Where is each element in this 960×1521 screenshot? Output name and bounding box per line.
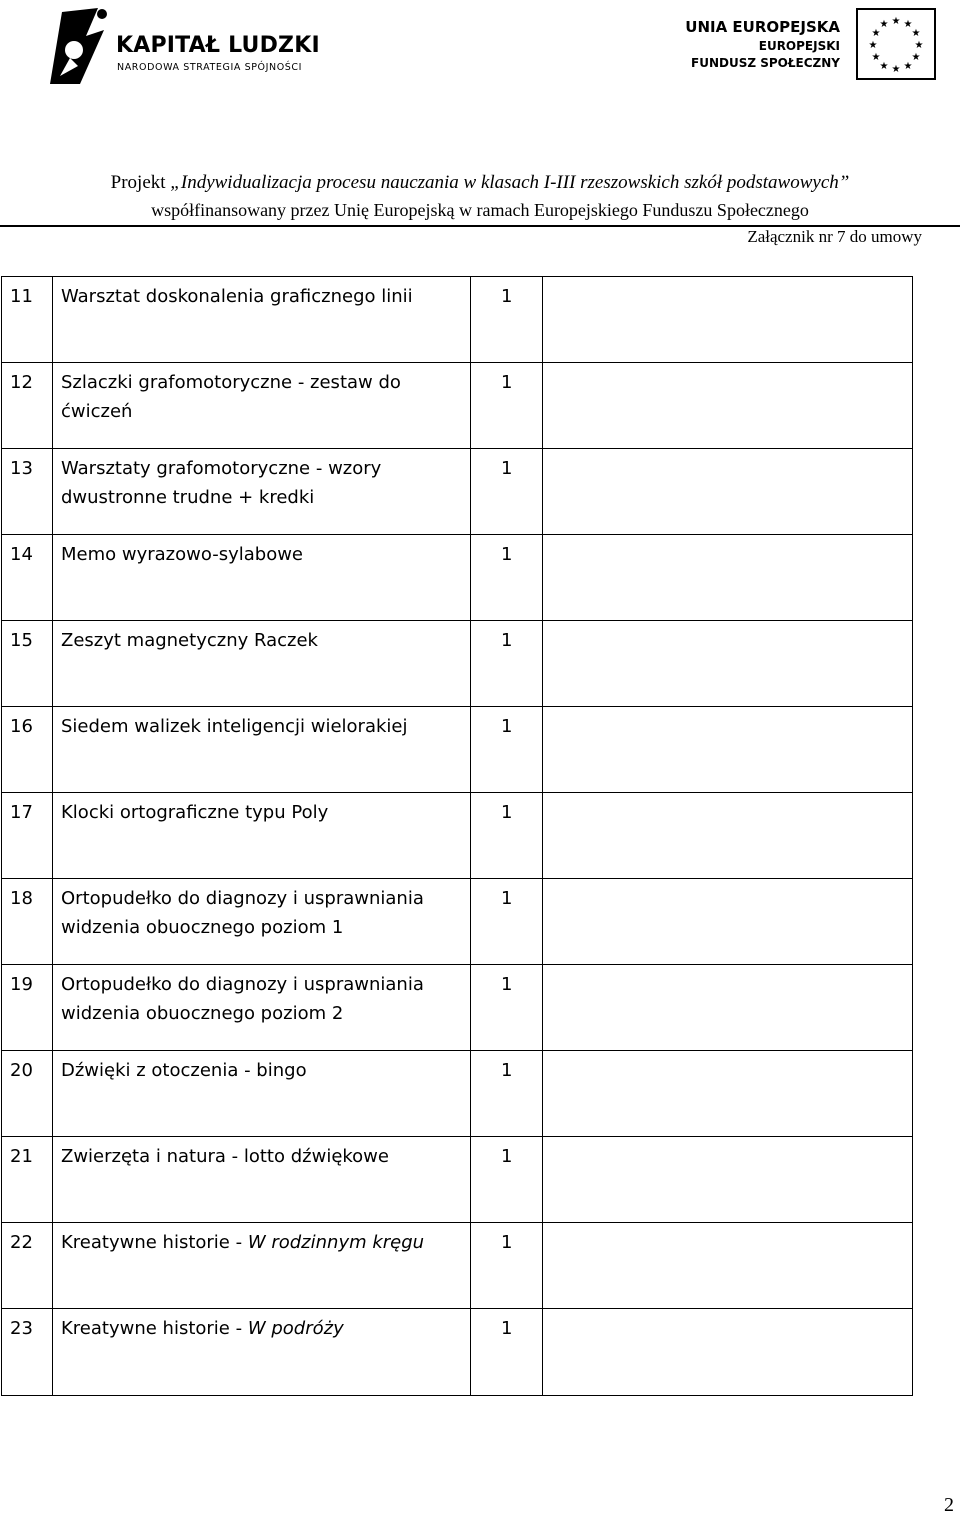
svg-text:★: ★ <box>868 40 878 51</box>
empty-cell <box>543 793 913 879</box>
table-row <box>2 1137 913 1223</box>
cofinancing-line: współfinansowany przez Unię Europejską w ramach Europejskiego Funduszu Społecznego <box>151 200 809 220</box>
kapital-ludzki-title: KAPITAŁ LUDZKI <box>116 33 320 58</box>
empty-cell <box>543 449 913 535</box>
table-row <box>2 277 913 363</box>
item-name-plain: Kreatywne historie - <box>61 1318 248 1339</box>
row-number: 18 <box>2 879 53 965</box>
item-name: Warsztat doskonalenia graficznego linii <box>53 277 471 363</box>
item-quantity: 1 <box>471 621 543 707</box>
item-quantity: 1 <box>471 879 543 965</box>
eu-fund-line1: EUROPEJSKI <box>758 39 840 53</box>
empty-cell <box>543 1309 913 1396</box>
item-quantity: 1 <box>471 449 543 535</box>
svg-text:★: ★ <box>871 28 881 39</box>
row-number: 14 <box>2 535 53 621</box>
empty-cell <box>543 707 913 793</box>
svg-text:★: ★ <box>911 52 921 63</box>
project-title-line <box>0 172 960 194</box>
item-name: Szlaczki grafomotoryczne - zestaw do ćwiczeń <box>53 363 471 449</box>
row-number: 15 <box>2 621 53 707</box>
item-quantity: 1 <box>471 1137 543 1223</box>
empty-cell <box>543 879 913 965</box>
item-name: Siedem walizek inteligencji wielorakiej <box>53 707 471 793</box>
empty-cell <box>543 965 913 1051</box>
item-quantity: 1 <box>471 363 543 449</box>
item-quantity: 1 <box>471 793 543 879</box>
item-name <box>53 1223 471 1309</box>
items-table <box>1 276 913 1396</box>
item-quantity: 1 <box>471 535 543 621</box>
row-number: 21 <box>2 1137 53 1223</box>
project-title: „Indywidualizacja procesu nauczania w klasach I-III rzeszowskich szkół podstawowych” <box>170 172 850 193</box>
kapital-ludzki-subtitle: NARODOWA STRATEGIA SPÓJNOŚCI <box>117 62 303 73</box>
empty-cell <box>543 1051 913 1137</box>
item-name: Warsztaty grafomotoryczne - wzory dwustronne trudne + kredki <box>53 449 471 535</box>
table-row <box>2 879 913 965</box>
eu-flag-icon <box>856 8 936 80</box>
item-name: Memo wyrazowo-sylabowe <box>53 535 471 621</box>
item-name-plain: Kreatywne historie - <box>61 1232 248 1253</box>
row-number: 20 <box>2 1051 53 1137</box>
item-name-italic: W rodzinnym kręgu <box>247 1232 425 1253</box>
kapital-ludzki-emblem-icon <box>40 6 112 86</box>
svg-text:★: ★ <box>903 61 913 72</box>
svg-text:★: ★ <box>914 40 924 51</box>
table-row <box>2 793 913 879</box>
row-number: 17 <box>2 793 53 879</box>
item-quantity: 1 <box>471 707 543 793</box>
svg-text:★: ★ <box>871 52 881 63</box>
item-name: Ortopudełko do diagnozy i usprawniania widzenia obuocznego poziom 2 <box>53 965 471 1051</box>
table-row <box>2 1051 913 1137</box>
item-name: Dźwięki z otoczenia - bingo <box>53 1051 471 1137</box>
table-row <box>2 363 913 449</box>
item-name: Ortopudełko do diagnozy i usprawniania widzenia obuocznego poziom 1 <box>53 879 471 965</box>
table-row <box>2 535 913 621</box>
row-number: 16 <box>2 707 53 793</box>
item-quantity: 1 <box>471 277 543 363</box>
empty-cell <box>543 535 913 621</box>
svg-text:★: ★ <box>891 64 901 75</box>
row-number: 23 <box>2 1309 53 1396</box>
svg-text:★: ★ <box>903 19 913 30</box>
page-number: 2 <box>944 1494 954 1516</box>
empty-cell <box>543 621 913 707</box>
item-quantity: 1 <box>471 1223 543 1309</box>
svg-text:★: ★ <box>911 28 921 39</box>
item-quantity: 1 <box>471 1051 543 1137</box>
item-name: Zwierzęta i natura - lotto dźwiękowe <box>53 1137 471 1223</box>
svg-text:★: ★ <box>879 61 889 72</box>
attachment-label: Załącznik nr 7 do umowy <box>747 227 922 246</box>
table-row <box>2 449 913 535</box>
svg-text:★: ★ <box>891 16 901 27</box>
empty-cell <box>543 1137 913 1223</box>
item-name-italic: W podróży <box>247 1318 344 1339</box>
table-row <box>2 621 913 707</box>
empty-cell <box>543 1223 913 1309</box>
item-quantity: 1 <box>471 1309 543 1396</box>
table-row <box>2 1309 913 1396</box>
row-number: 13 <box>2 449 53 535</box>
row-number: 19 <box>2 965 53 1051</box>
item-name: Klocki ortograficzne typu Poly <box>53 793 471 879</box>
empty-cell <box>543 363 913 449</box>
item-name <box>53 1309 471 1396</box>
eu-title: UNIA EUROPEJSKA <box>685 18 840 36</box>
row-number: 12 <box>2 363 53 449</box>
eu-logo <box>650 6 940 86</box>
svg-text:★: ★ <box>879 19 889 30</box>
item-quantity: 1 <box>471 965 543 1051</box>
table-row <box>2 707 913 793</box>
kapital-ludzki-logo <box>40 6 320 86</box>
row-number: 11 <box>2 277 53 363</box>
empty-cell <box>543 277 913 363</box>
eu-fund-line2: FUNDUSZ SPOŁECZNY <box>691 56 840 70</box>
item-name: Zeszyt magnetyczny Raczek <box>53 621 471 707</box>
table-row <box>2 1223 913 1309</box>
row-number: 22 <box>2 1223 53 1309</box>
project-prefix: Projekt <box>110 172 171 193</box>
table-row <box>2 965 913 1051</box>
